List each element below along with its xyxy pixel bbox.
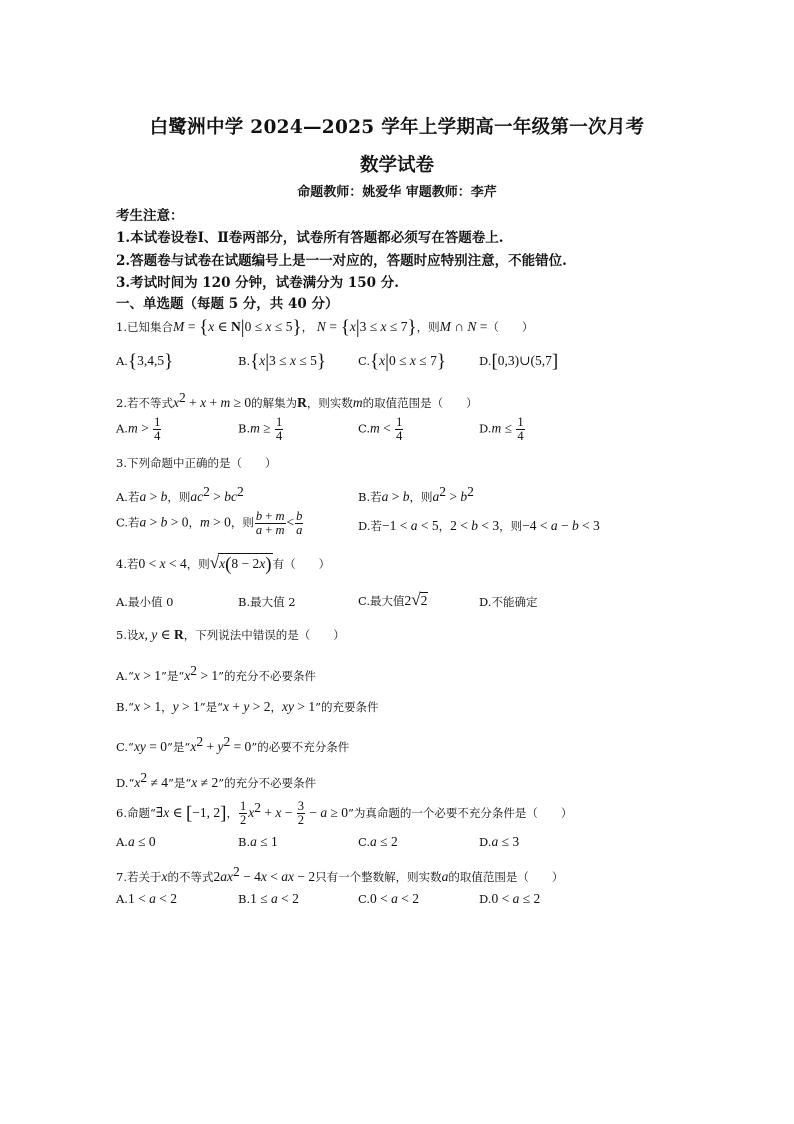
question-2: 2.若不等式$x^2 + x + m \ge 0$的解集为R，则实数m的取值范围是（ ）	[116, 390, 478, 410]
q5-option-b: B.“x > 1，y > 1”是“x + y > 2，xy > 1”的充要条件	[116, 699, 379, 714]
q4-option-a: A.最小值 0	[116, 595, 174, 609]
q6-option-b: B.a ≤ 1	[238, 834, 278, 849]
q3-option-b: B.若a > b，则$a^2 > b^2$	[358, 484, 474, 504]
question-6: 6.命题“∃x ∈ [−1, 2]， $\frac{1}{2}$ $x^2 + x$ − $\frac{3}{2}$ − a ≥ 0”为真命题的一个必要不充分条件是（ ）	[116, 799, 573, 828]
notice-item-1: 1.本试卷设卷Ⅰ、Ⅱ卷两部分，试卷所有答题都必须写在答题卷上.	[116, 230, 504, 246]
exam-subtitle: 数学试卷	[359, 155, 434, 176]
q2-option-c: C.m < $\frac{1}{4}$	[358, 415, 403, 443]
q6-option-c: C.a ≤ 2	[358, 834, 398, 849]
q7-option-d: D.0 < a ≤ 2	[479, 891, 541, 906]
q2-option-d: D.m ≤ $\frac{1}{4}$	[479, 415, 524, 443]
q2-option-b: B.m ≥ $\frac{1}{4}$	[238, 415, 283, 443]
q4-option-b: B.最大值 2	[238, 595, 296, 609]
question-7: 7.若关于x的不等式$2ax^2 - 4x$ < ax − 2只有一个整数解，则实数a的取值范围是（ ）	[116, 864, 564, 884]
notice-heading: 考生注意：	[116, 208, 184, 224]
q7-option-a: A.1 < a < 2	[116, 891, 177, 906]
q5-option-c: C.“xy = 0”是“$x^2 + y^2 = 0$”的必要不充分条件	[116, 734, 350, 754]
notice-item-3: 3.考试时间为 120 分钟，试卷满分为 150 分.	[116, 275, 399, 291]
section-heading: 一、单选题（每题 5 分，共 40 分）	[116, 296, 339, 312]
notice-item-2: 2.答题卷与试卷在试题编号上是一一对应的，答题时应特别注意，不能错位.	[116, 253, 567, 269]
q6-option-d: D.a ≤ 3	[479, 834, 520, 849]
exam-teachers: 命题教师：姚爱华 审题教师：李芹	[297, 185, 497, 200]
question-3: 3.下列命题中正确的是（ ）	[116, 456, 277, 470]
q4-option-d: D.不能确定	[479, 595, 538, 609]
q5-option-d: $D.“x^2 \ne 4$”是“x ≠ 2”的充分不必要条件	[116, 770, 317, 790]
q1-option-a: A.{3,4,5}	[116, 351, 174, 372]
q4-option-c: C.最大值2√2	[358, 590, 428, 609]
q1-option-b: B.{x|3 ≤ x ≤ 5}	[238, 351, 327, 372]
q7-option-c: C.0 < a < 2	[358, 891, 420, 906]
q1-option-c: C.{x|0 ≤ x ≤ 7}	[358, 351, 446, 372]
q5-option-a: A.“x > 1”是“$x^2 > 1$”的充分不必要条件	[116, 663, 316, 683]
exam-title: 白鹭洲中学 2024—2025 学年上学期高一年级第一次月考	[149, 117, 645, 138]
q7-option-b: B.1 ≤ a < 2	[238, 891, 299, 906]
question-5: 5.设x, y ∈ R，下列说法中错误的是（ ）	[116, 627, 345, 642]
q2-option-a: A.m > $\frac{1}{4}$	[116, 415, 161, 443]
question-1: 1.已知集合M = {x ∈ N|0 ≤ x ≤ 5}， N = {x|3 ≤ x ≤ 7}，则M ∩ N =（ ）	[116, 317, 534, 338]
q1-option-d: D.[0,3)∪(5,7]	[479, 351, 559, 372]
q3-option-c: C.若a > b > 0，m > 0，则 $\frac{b + m}{a + m}$ < $\frac{b}{a}$	[116, 509, 303, 537]
q3-option-a: A.若a > b，则$ac^2 > bc^2$	[116, 484, 244, 504]
q3-option-d: D.若−1 < a < 5，2 < b < 3，则−4 < a − b < 3	[358, 518, 600, 533]
q6-option-a: A.a ≤ 0	[116, 834, 156, 849]
question-4: 4.若0 < x < 4，则√x(8 − 2x)有（ ）	[116, 553, 331, 575]
